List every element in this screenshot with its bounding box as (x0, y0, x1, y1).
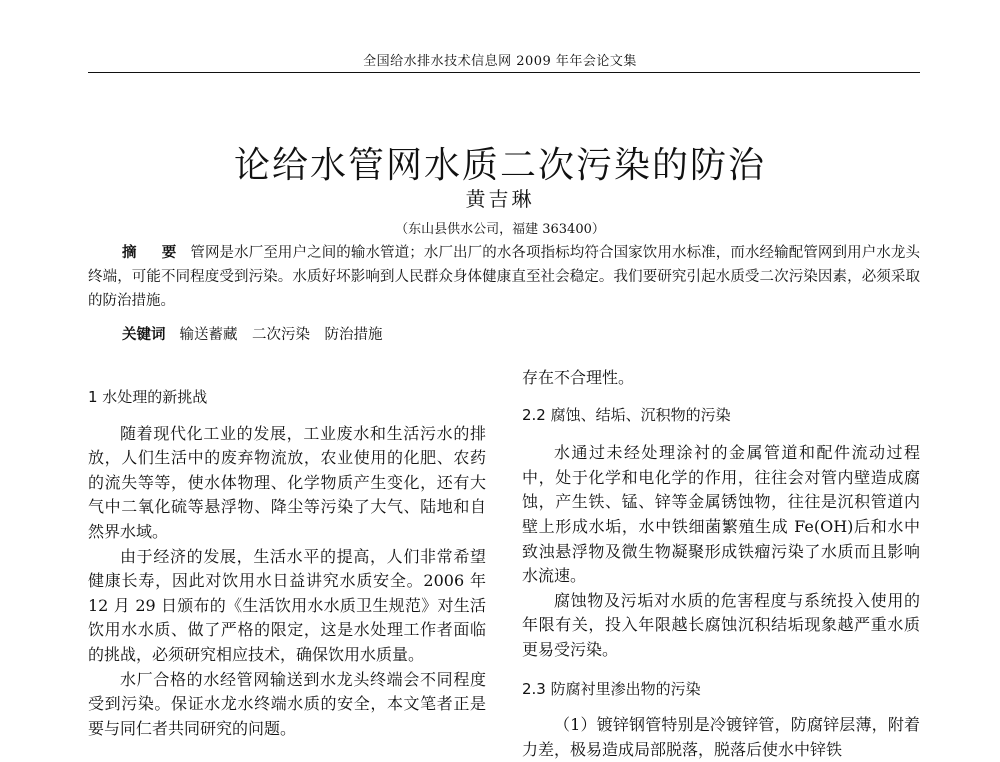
right-column (522, 366, 920, 762)
section-heading-2-3: 2.3 防腐衬里渗出物的污染 (522, 679, 701, 698)
keywords (122, 323, 383, 344)
abstract-text: 管网是水厂至用户之间的输水管道；水厂出厂的水各项指标均符合国家饮用水标准，而水经输配管网到用户水龙头终端，可能不同程度受到污染。水质好坏影响到人民群众身体健康直至社会稳定。我们要研究引起水质受二次污染因素，必须采取的防治措施。 (88, 245, 920, 309)
abstract-label: 摘 要 (122, 244, 187, 261)
section-heading-1: 1 水处理的新挑战 (88, 388, 208, 406)
author-affiliation: （东山县供水公司，福建 363400） (395, 222, 605, 237)
author-name: 黄吉琳 (465, 187, 535, 211)
paper-title: 论给水管网水质二次污染的防治 (233, 145, 766, 187)
keywords-label: 关键词 (122, 326, 166, 343)
header-rule (88, 72, 920, 73)
left-paragraph-1: 随着现代化工业的发展，工业废水和生活污水的排放，人们生活中的废弃物流放，农业使用的化肥、农药的流失等等，使水体物理、化学物质产生变化，还有大气中二氧化硫等悬浮物、降尘等污染了大气、陆地和自然界水域。 (88, 423, 486, 541)
right-paragraph-1: 水通过未经处理涂衬的金属管道和配件流动过程中，处于化学和电化学的作用，往往会对管内壁造成腐蚀，产生铁、锰、锌等金属锈蚀物，往往是沉积管道内壁上形成水垢，水中铁细菌繁殖生成 Fe(OH)后和水中致浊悬浮物及微生物凝聚形成铁瘤污染了水质而且影响水流速。 (522, 443, 920, 586)
left-paragraph-2: 由于经济的发展，生活水平的提高，人们非常希望健康长寿，因此对饮用水日益讲究水质安全。2006 年 12 月 29 日颁布的《生活饮用水水质卫生规范》对生活饮用水水质、做了严格的限定，这是水处理工作者面临的挑战，必须研究相应技术，确保饮用水质量。 (88, 546, 486, 664)
section-heading-2-2: 2.2 腐蚀、结垢、沉积物的污染 (522, 405, 731, 424)
right-paragraph-0: 存在不合理性。 (522, 368, 635, 387)
left-column (88, 366, 486, 741)
running-head: 全国给水排水技术信息网 2009 年年会论文集 (363, 54, 637, 69)
left-paragraph-3: 水厂合格的水经管网输送到水龙头终端会不同程度受到污染。保证水龙水终端水质的安全，本文笔者正是要与同仁者共同研究的问题。 (88, 669, 486, 738)
abstract (88, 241, 920, 313)
right-paragraph-2: 腐蚀物及污垢对水质的危害程度与系统投入使用的年限有关，投入年限越长腐蚀沉积结垢现象越严重水质更易受污染。 (522, 590, 920, 659)
keywords-text: 输送蓄藏 二次污染 防治措施 (179, 327, 383, 343)
right-paragraph-3: （1）镀锌钢管特别是冷镀锌管，防腐锌层薄，附着力差，极易造成局部脱落，脱落后使水中锌铁 (522, 715, 920, 759)
